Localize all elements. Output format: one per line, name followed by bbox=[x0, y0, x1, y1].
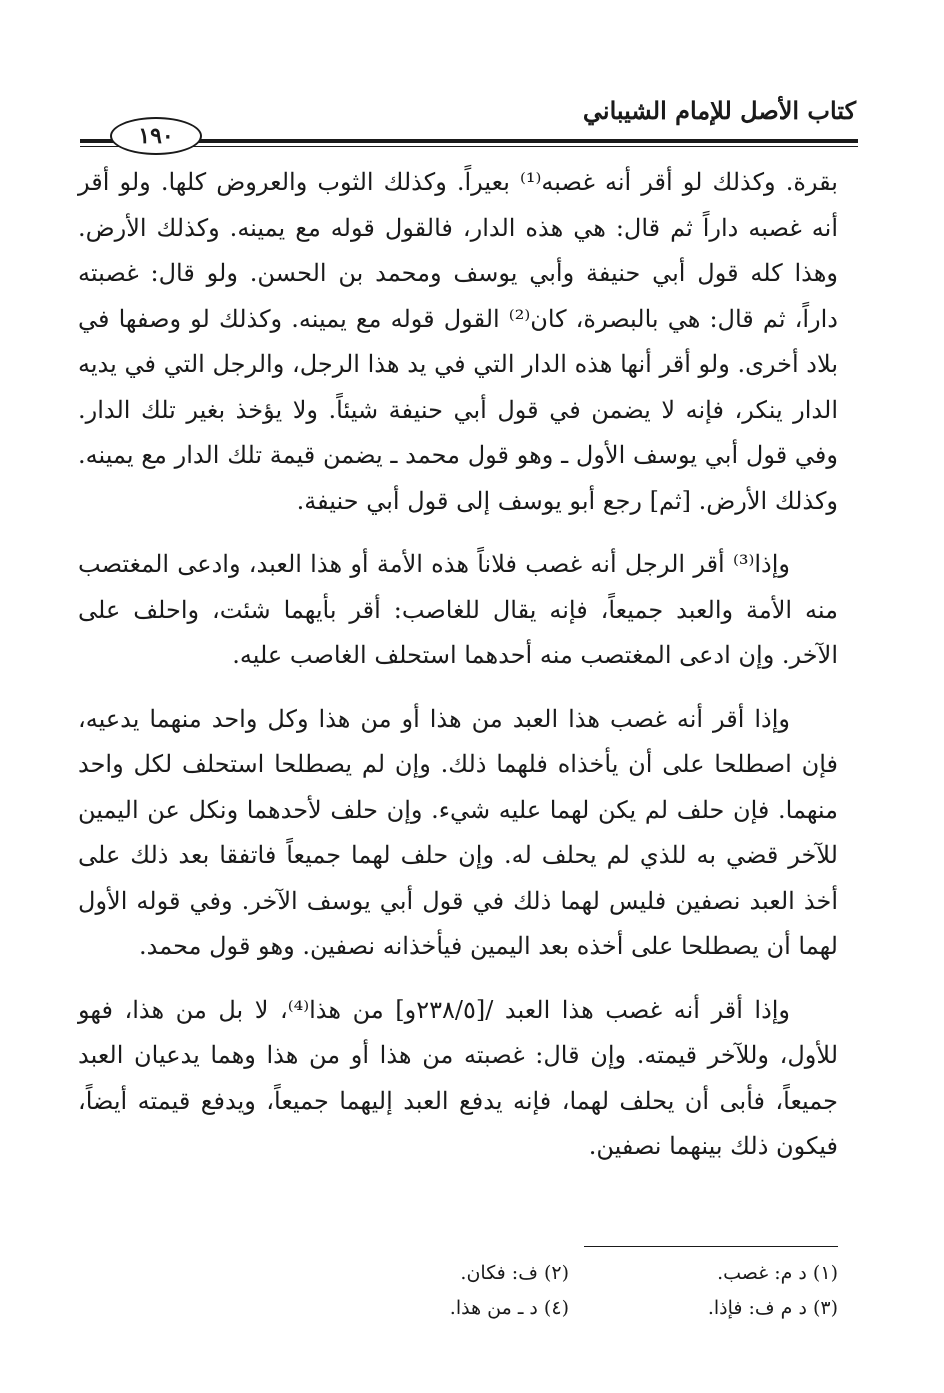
footnote-3: (٣) د م ف: فإذا. bbox=[707, 1297, 838, 1319]
main-text bbox=[78, 160, 838, 1170]
paragraph-2: وإذا⁽³⁾ أقر الرجل أنه غصب فلاناً هذه الأمة أو هذا العبد، وادعى المغتصب منه الأمة والعبد جميعاً، فإنه يقال للغاصب: أقر بأيهما شئت، واحلف على الآخر. وإن ادعى المغتصب منه أحدهما استحلف الغاصب عليه. bbox=[78, 550, 838, 669]
footnote-row bbox=[300, 1291, 838, 1326]
page-number: ١٩٠ bbox=[138, 123, 174, 149]
paragraph-1: بقرة. وكذلك لو أقر أنه غصبه⁽¹⁾ بعيراً. وكذلك الثوب والعروض كلها. ولو أقر أنه غصبه داراً ثم قال: هي هذه الدار، فالقول قوله مع يمينه. وكذلك الأرض. وهذا كله قول أبي حنيفة وأبي يوسف ومحمد بن الحسن. ولو قال: غصبته داراً، ثم قال: هي بالبصرة، كان⁽²⁾ القول قوله مع يمينه. وكذلك لو وصفها في بلاد أخرى. ولو أقر أنها هذه الدار التي في يد هذا الرجل، والرجل التي في يديه الدار ينكر، فإنه لا يضمن في قول أبي حنيفة شيئاً. ولا يؤخذ بغير تلك الدار. وفي قول أبي يوسف الأول ـ وهو قول محمد ـ يضمن قيمة تلك الدار مع يمينه. وكذلك الأرض. [ثم] رجع أبو يوسف إلى قول أبي حنيفة. bbox=[78, 168, 838, 515]
running-title: كتاب الأصل للإمام الشيباني bbox=[582, 96, 856, 125]
footnote-2: (٢) ف: فكان. bbox=[460, 1262, 569, 1284]
page-number-badge bbox=[110, 117, 202, 155]
header-rule-thin bbox=[80, 146, 858, 147]
footnote-1: (١) د م: غصب. bbox=[717, 1262, 838, 1284]
footnote-4: (٤) د ـ من هذا. bbox=[449, 1297, 569, 1319]
paragraph-4: وإذا أقر أنه غصب هذا العبد /[٢٣٨/٥و] من هذا⁽⁴⁾، لا بل من هذا، فهو للأول، وللآخر قيمته. وإن قال: غصبته من هذا أو من هذا وهما يدعيان العبد جميعاً، فأبى أن يحلف لهما، فإنه يدفع العبد إليهما جميعاً، ويدفع قيمته أيضاً، فيكون ذلك بينهما نصفين. bbox=[78, 995, 838, 1160]
footnotes bbox=[300, 1256, 838, 1326]
footnote-separator bbox=[584, 1246, 838, 1247]
footnote-row bbox=[300, 1256, 838, 1291]
paragraph-3: وإذا أقر أنه غصب هذا العبد من هذا أو من هذا وكل واحد منهما يدعيه، فإن اصطلحا على أن يأخذاه فلهما ذلك. وإن لم يصطلحا استحلف لكل واحد منهما. فإن حلف لم يكن لهما عليه شيء. وإن حلف لأحدهما ونكل عن اليمين للآخر قضي به للذي لم يحلف له. وإن حلف لهما جميعاً فاتفقا بعد ذلك على أخذ العبد نصفين فليس لهما ذلك في قول أبي يوسف الآخر. وفي قوله الأول لهما أن يصطلحا على أخذه بعد اليمين فيأخذانه نصفين. وهو قول محمد. bbox=[78, 704, 838, 960]
